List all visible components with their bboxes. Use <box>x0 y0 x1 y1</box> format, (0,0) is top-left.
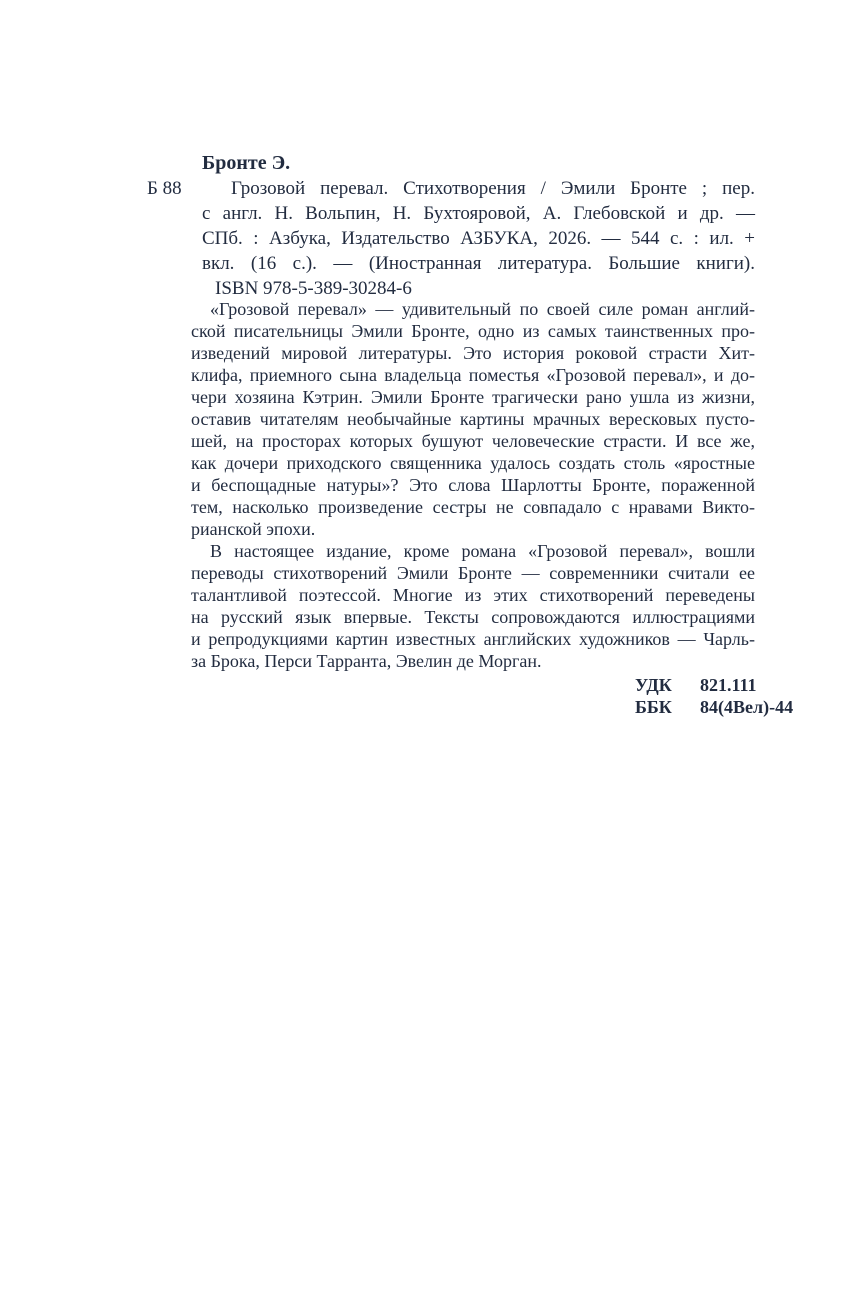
text-line: В настоящее издание, кроме романа «Грозовой перевал», вошли <box>210 541 755 561</box>
text-line: и репродукциями картин известных английских художников — Чарль- <box>191 629 755 649</box>
udk-code <box>635 674 793 696</box>
text-line: переводы стихотворений Эмили Бронте — современники считали ее <box>191 563 755 583</box>
bibliography-title-line: Грозовой перевал. Стихотворения / Эмили Бронте ; пер. <box>231 178 755 199</box>
udk-label: УДК <box>635 675 672 695</box>
bbk-value: 84(4Вел)-44 <box>700 697 794 717</box>
bbk-code <box>635 696 793 718</box>
text-line: за Брока, Перси Тарранта, Эвелин де Морган. <box>191 651 542 671</box>
bibliographic-record <box>202 150 755 301</box>
text-line: рианской эпохи. <box>191 519 316 539</box>
text-line: на русский язык впервые. Тексты сопровождаются иллюстрациями <box>191 607 755 627</box>
bibliography-lines <box>202 201 755 276</box>
text-line: как дочери приходского священника удалось создать столь «яростные <box>191 453 755 473</box>
text-line: СПб. : Азбука, Издательство АЗБУКА, 2026. — 544 с. : ил. + <box>202 228 755 249</box>
annotation-paragraph <box>191 540 755 672</box>
udk-value: 821.111 <box>700 675 757 695</box>
isbn: ISBN 978-5-389-30284-6 <box>215 278 412 299</box>
text-line: оставив читателям необычайные картины мрачных вересковых пусто- <box>191 409 755 429</box>
text-line: ской писательницы Эмили Бронте, одно из самых таинственных про- <box>191 321 755 341</box>
text-line: «Грозовой перевал» — удивительный по своей силе роман англий- <box>210 299 755 319</box>
text-line: тем, насколько произведение сестры не совпадало с нравами Викто- <box>191 497 755 517</box>
text-line: талантливой поэтессой. Многие из этих стихотворений переведены <box>191 585 755 605</box>
text-line: клифа, приемного сына владельца поместья «Грозовой перевал», и до- <box>191 365 755 385</box>
bbk-label: ББК <box>635 697 672 717</box>
classification-codes <box>635 674 793 718</box>
annotation-paragraph <box>191 298 755 540</box>
annotation <box>191 298 755 672</box>
text-line: вкл. (16 с.). — (Иностранная литература. Большие книги). <box>202 253 755 274</box>
text-line: с англ. Н. Вольпин, Н. Бухтояровой, А. Глебовской и др. — <box>202 203 755 224</box>
library-margin-code: Б 88 <box>147 178 182 199</box>
text-line: шей, на просторах которых бушуют человеческие страсти. И все же, <box>191 431 755 451</box>
text-line: чери хозяина Кэтрин. Эмили Бронте трагически рано ушла из жизни, <box>191 387 755 407</box>
text-line: изведений мировой литературы. Это история роковой страсти Хит- <box>191 343 755 363</box>
text-line: и беспощадные натуры»? Это слова Шарлотты Бронте, пораженной <box>191 475 755 495</box>
author-heading: Бронте Э. <box>202 152 291 174</box>
